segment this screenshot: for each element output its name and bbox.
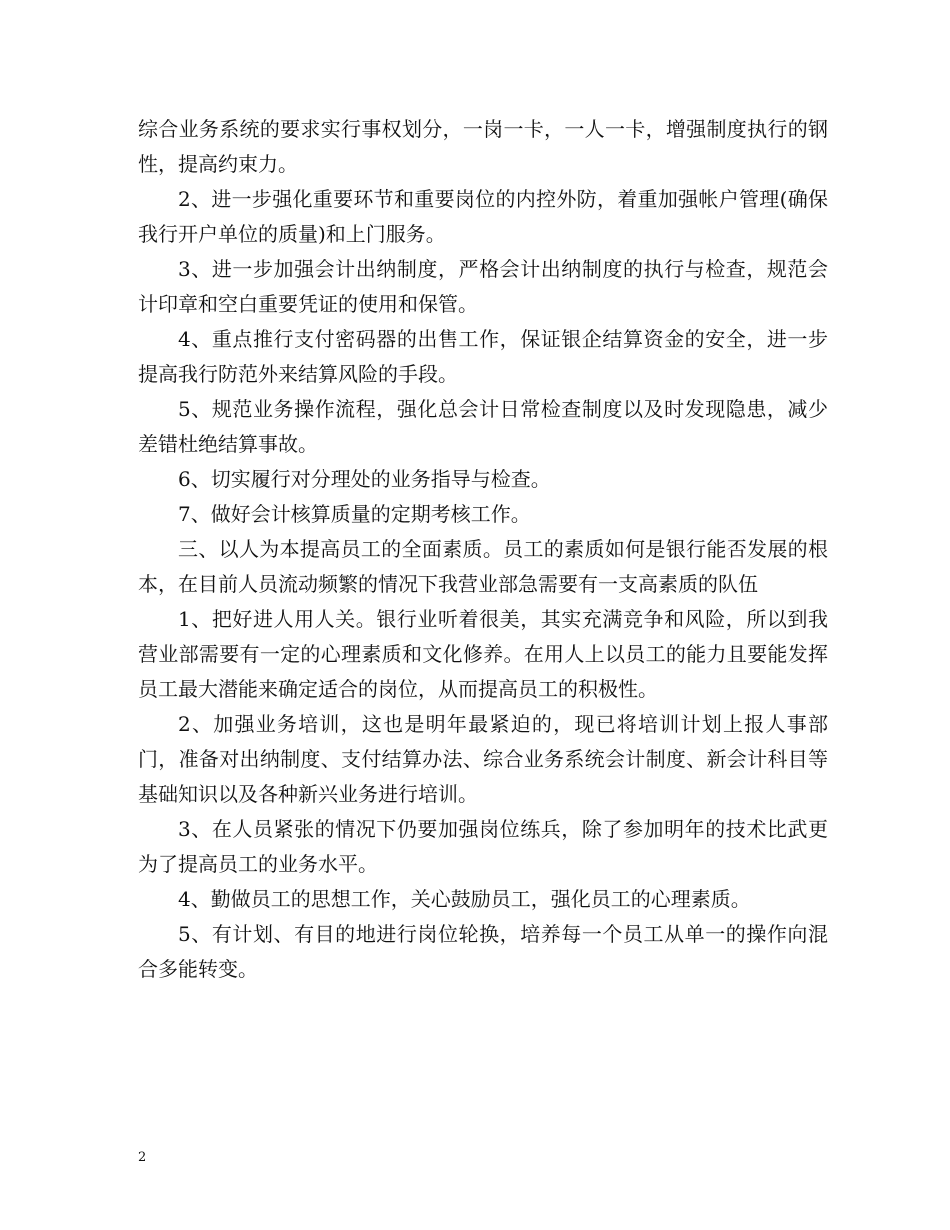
paragraph-13: 5、有计划、有目的地进行岗位轮换，培养每一个员工从单一的操作向混合多能转变。 (138, 922, 828, 981)
paragraph-10: 2、加强业务培训，这也是明年最紧迫的，现已将培训计划上报人事部门，准备对出纳制度、支付结算办法、综合业务系统会计制度、新会计科目等基础知识以及各种新兴业务进行培训。 (138, 712, 828, 806)
paragraph-1: 综合业务系统的要求实行事权划分，一岗一卡，一人一卡，增强制度执行的钢性，提高约束力。 (138, 117, 828, 176)
paragraph-11: 3、在人员紧张的情况下仍要加强岗位练兵，除了参加明年的技术比武更为了提高员工的业务水平。 (138, 817, 828, 876)
paragraph-6: 6、切实履行对分理处的业务指导与检查。 (178, 467, 551, 491)
paragraph-5: 5、规范业务操作流程，强化总会计日常检查制度以及时发现隐患，减少差错杜绝结算事故。 (138, 397, 828, 456)
paragraph-2: 2、进一步强化重要环节和重要岗位的内控外防，着重加强帐户管理(确保我行开户单位的质量)和上门服务。 (138, 187, 828, 246)
document-body (138, 112, 828, 987)
paragraph-4: 4、重点推行支付密码器的出售工作，保证银企结算资金的安全，进一步提高我行防范外来结算风险的手段。 (138, 327, 828, 386)
page-number: 2 (138, 1150, 147, 1165)
paragraph-3: 3、进一步加强会计出纳制度，严格会计出纳制度的执行与检查，规范会计印章和空白重要凭证的使用和保管。 (138, 257, 828, 316)
paragraph-7: 7、做好会计核算质量的定期考核工作。 (178, 502, 531, 526)
paragraph-8: 三、以人为本提高员工的全面素质。员工的素质如何是银行能否发展的根本，在目前人员流动频繁的情况下我营业部急需要有一支高素质的队伍 (138, 537, 828, 596)
paragraph-12: 4、勤做员工的思想工作，关心鼓励员工，强化员工的心理素质。 (178, 887, 751, 911)
paragraph-9: 1、把好进人用人关。银行业听着很美，其实充满竞争和风险，所以到我营业部需要有一定的心理素质和文化修养。在用人上以员工的能力且要能发挥员工最大潜能来确定适合的岗位，从而提高员工的积极性。 (138, 607, 828, 701)
